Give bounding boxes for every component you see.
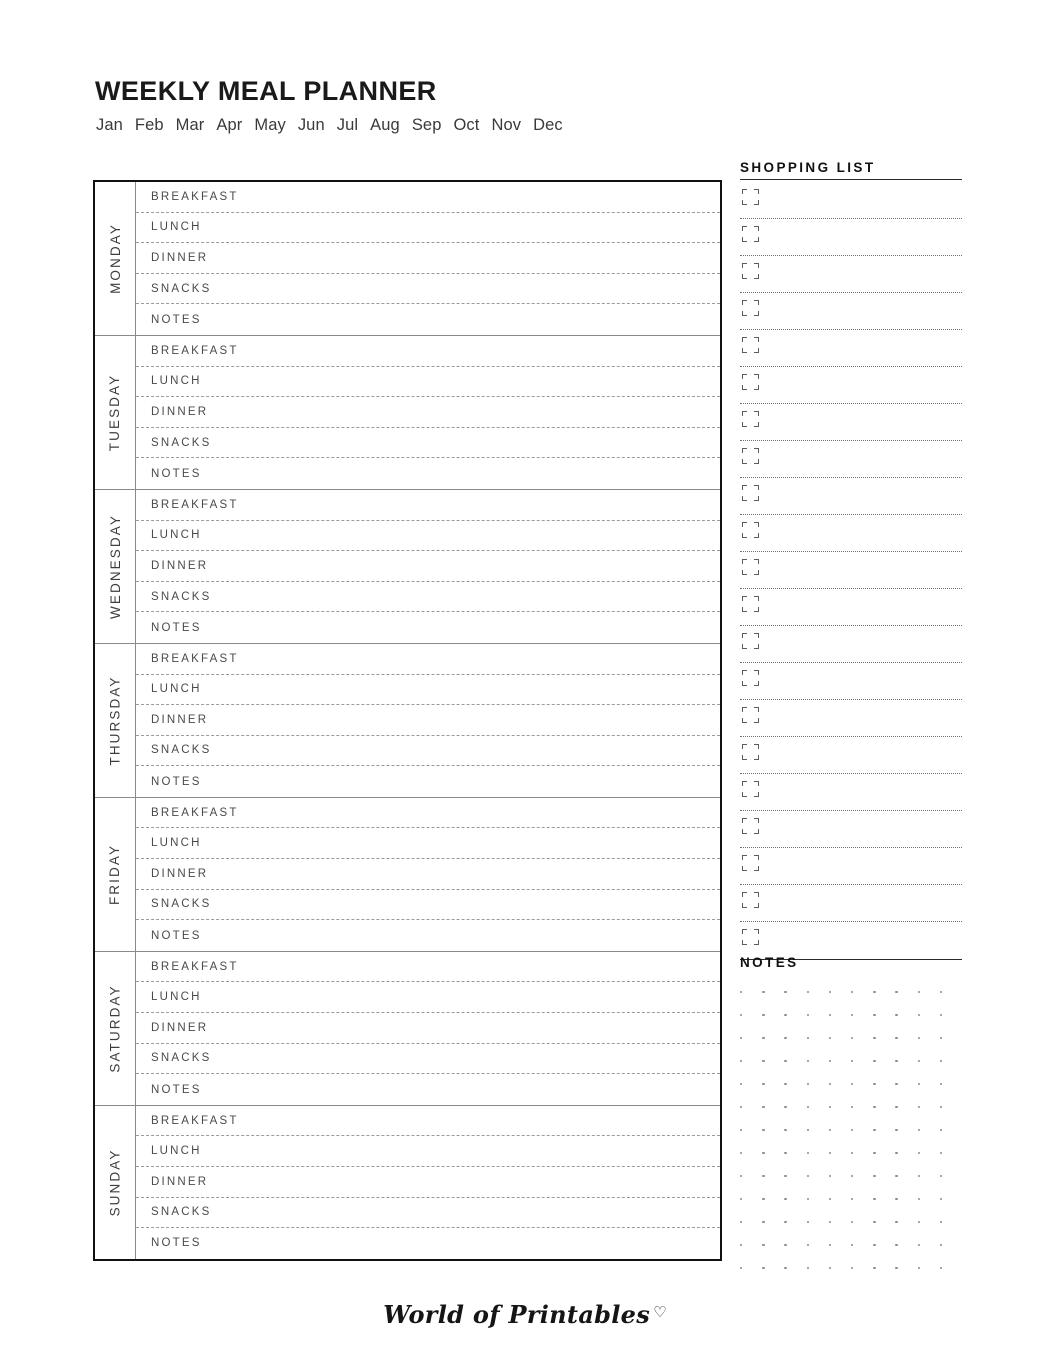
meal-label: LUNCH — [151, 991, 202, 1004]
grid-dot — [940, 1037, 942, 1039]
meal-row-snacks[interactable] — [136, 1198, 720, 1229]
grid-dot — [784, 1037, 786, 1039]
day-label: WEDNESDAY — [107, 513, 123, 619]
grid-dot — [740, 1037, 742, 1039]
grid-dot — [918, 1198, 920, 1200]
grid-dot — [851, 1014, 853, 1016]
meal-row-notes[interactable] — [136, 766, 720, 797]
grid-dot — [873, 1244, 875, 1246]
grid-dot — [940, 1221, 942, 1223]
meal-label: SNACKS — [151, 744, 212, 757]
grid-dot — [784, 991, 786, 993]
grid-dot — [895, 1106, 897, 1108]
checkbox-icon[interactable] — [742, 226, 759, 242]
grid-dot — [762, 991, 764, 993]
grid-dot — [851, 1106, 853, 1108]
grid-dot — [873, 1152, 875, 1154]
grid-dot — [784, 1244, 786, 1246]
grid-dot — [918, 1083, 920, 1085]
meal-label: DINNER — [151, 1021, 209, 1034]
grid-dot — [829, 1267, 831, 1269]
grid-dot — [762, 1175, 764, 1177]
grid-dot — [873, 991, 875, 993]
checkbox-icon[interactable] — [742, 448, 759, 464]
day-block-wednesday — [95, 490, 720, 644]
notes-section — [740, 955, 962, 1281]
grid-dot — [784, 1014, 786, 1016]
shopping-list-rows — [740, 182, 962, 959]
day-label: TUESDAY — [107, 373, 123, 452]
page-title: WEEKLY MEAL PLANNER — [95, 76, 437, 106]
meals-cell — [136, 798, 720, 951]
meal-row-notes[interactable] — [136, 304, 720, 335]
day-label-cell-thursday — [95, 644, 136, 797]
shopping-list-heading: SHOPPING LIST — [740, 160, 876, 175]
grid-dot — [762, 1060, 764, 1062]
grid-dot — [762, 1014, 764, 1016]
grid-dot — [851, 1083, 853, 1085]
meals-cell — [136, 952, 720, 1105]
meal-row-snacks[interactable] — [136, 736, 720, 767]
meal-row-lunch[interactable] — [136, 675, 720, 706]
grid-dot — [784, 1221, 786, 1223]
meal-row-notes[interactable] — [136, 458, 720, 489]
grid-dot — [740, 1083, 742, 1085]
grid-dot — [762, 1267, 764, 1269]
month-item-mar[interactable]: Mar — [175, 116, 205, 134]
meal-label: NOTES — [151, 775, 202, 788]
meal-label: NOTES — [151, 313, 202, 326]
grid-dot — [940, 1106, 942, 1108]
meal-label: LUNCH — [151, 529, 202, 542]
grid-dot — [829, 1060, 831, 1062]
grid-dot — [807, 1060, 809, 1062]
grid-dot — [873, 1221, 875, 1223]
meal-row-lunch[interactable] — [136, 521, 720, 552]
meal-label: LUNCH — [151, 683, 202, 696]
month-item-may[interactable]: May — [254, 116, 286, 134]
grid-dot — [762, 1221, 764, 1223]
grid-dot — [918, 1221, 920, 1223]
grid-dot — [740, 1014, 742, 1016]
day-block-sunday — [95, 1106, 720, 1259]
grid-dot — [762, 1037, 764, 1039]
meals-cell — [136, 1106, 720, 1259]
month-item-dec[interactable]: Dec — [533, 116, 563, 134]
grid-dot — [829, 1106, 831, 1108]
shopping-list-section — [740, 160, 962, 960]
grid-dot — [829, 1083, 831, 1085]
footer-brand-text: World of Printables — [383, 1300, 651, 1329]
grid-dot — [740, 1267, 742, 1269]
grid-dot — [740, 1106, 742, 1108]
shopping-list-item[interactable] — [740, 182, 962, 219]
grid-dot — [895, 1129, 897, 1131]
grid-dot — [940, 1152, 942, 1154]
meal-label: NOTES — [151, 1083, 202, 1096]
day-label-cell-wednesday — [95, 490, 136, 643]
shopping-list-item[interactable] — [740, 737, 962, 774]
meal-label: BREAKFAST — [151, 498, 239, 511]
grid-dot — [807, 1083, 809, 1085]
grid-dot — [784, 1129, 786, 1131]
grid-dot — [740, 1152, 742, 1154]
grid-dot — [829, 1198, 831, 1200]
day-label-cell-sunday — [95, 1106, 136, 1259]
grid-dot — [873, 1198, 875, 1200]
meals-cell — [136, 336, 720, 489]
month-item-apr[interactable]: Apr — [216, 116, 243, 134]
meal-row-snacks[interactable] — [136, 890, 720, 921]
grid-dot — [851, 1267, 853, 1269]
grid-dot — [740, 1221, 742, 1223]
grid-dot — [784, 1106, 786, 1108]
grid-dot — [895, 1244, 897, 1246]
grid-dot — [918, 1152, 920, 1154]
grid-dot — [784, 1083, 786, 1085]
month-item-aug[interactable]: Aug — [370, 116, 400, 134]
shopping-list-item[interactable] — [740, 774, 962, 811]
grid-dot — [807, 1129, 809, 1131]
shopping-list-item[interactable] — [740, 885, 962, 922]
meal-label: LUNCH — [151, 221, 202, 234]
day-label-cell-tuesday — [95, 336, 136, 489]
meal-row-breakfast[interactable] — [136, 1106, 720, 1137]
meal-label: DINNER — [151, 867, 209, 880]
month-item-jan[interactable]: Jan — [96, 116, 123, 134]
grid-dot — [851, 1152, 853, 1154]
checkbox-icon[interactable] — [742, 818, 759, 834]
meal-row-snacks[interactable] — [136, 582, 720, 613]
meal-label: BREAKFAST — [151, 190, 239, 203]
month-item-jun[interactable]: Jun — [297, 116, 325, 134]
meal-label: BREAKFAST — [151, 344, 239, 357]
month-item-feb[interactable]: Feb — [134, 116, 164, 134]
grid-dot — [829, 1014, 831, 1016]
meal-label: NOTES — [151, 467, 202, 480]
meal-row-dinner[interactable] — [136, 1013, 720, 1044]
grid-dot — [807, 1221, 809, 1223]
shopping-list-item[interactable] — [740, 848, 962, 885]
grid-dot — [851, 991, 853, 993]
grid-dot — [918, 991, 920, 993]
meal-row-lunch[interactable] — [136, 982, 720, 1013]
checkbox-icon[interactable] — [742, 559, 759, 575]
meal-row-dinner[interactable] — [136, 397, 720, 428]
grid-dot — [895, 1152, 897, 1154]
grid-dot — [873, 1060, 875, 1062]
grid-dot — [940, 1060, 942, 1062]
shopping-list-heading-rule — [740, 179, 962, 180]
month-item-sep[interactable]: Sep — [411, 116, 442, 134]
checkbox-icon[interactable] — [742, 522, 759, 538]
grid-dot — [940, 1175, 942, 1177]
grid-dot — [895, 1221, 897, 1223]
meal-label: LUNCH — [151, 375, 202, 388]
day-block-thursday — [95, 644, 720, 798]
grid-dot — [851, 1221, 853, 1223]
day-label: SUNDAY — [107, 1148, 123, 1217]
grid-dot — [807, 1037, 809, 1039]
day-block-tuesday — [95, 336, 720, 490]
meal-row-notes[interactable] — [136, 1228, 720, 1259]
checkbox-icon[interactable] — [742, 189, 759, 205]
grid-dot — [940, 1198, 942, 1200]
grid-dot — [851, 1244, 853, 1246]
day-label-cell-saturday — [95, 952, 136, 1105]
meal-label: BREAKFAST — [151, 652, 239, 665]
shopping-list-item[interactable] — [740, 256, 962, 293]
checkbox-icon[interactable] — [742, 929, 759, 945]
grid-dot — [807, 1014, 809, 1016]
meal-row-lunch[interactable] — [136, 1136, 720, 1167]
meal-row-breakfast[interactable] — [136, 182, 720, 213]
notes-heading: NOTES — [740, 955, 799, 970]
checkbox-icon[interactable] — [742, 892, 759, 908]
checkbox-icon[interactable] — [742, 263, 759, 279]
grid-dot — [895, 1037, 897, 1039]
meal-label: SNACKS — [151, 436, 212, 449]
grid-dot — [807, 1198, 809, 1200]
grid-dot — [918, 1267, 920, 1269]
notes-dot-grid[interactable] — [740, 982, 962, 1281]
shopping-list-item[interactable] — [740, 219, 962, 256]
grid-dot — [940, 1129, 942, 1131]
checkbox-icon[interactable] — [742, 411, 759, 427]
grid-dot — [940, 991, 942, 993]
meal-label: DINNER — [151, 1175, 209, 1188]
meal-label: BREAKFAST — [151, 806, 239, 819]
grid-dot — [740, 991, 742, 993]
meal-row-notes[interactable] — [136, 612, 720, 643]
grid-dot — [851, 1129, 853, 1131]
checkbox-icon[interactable] — [742, 596, 759, 612]
grid-dot — [918, 1106, 920, 1108]
grid-dot — [873, 1014, 875, 1016]
meal-label: SNACKS — [151, 590, 212, 603]
grid-dot — [829, 1244, 831, 1246]
meal-row-breakfast[interactable] — [136, 952, 720, 983]
checkbox-icon[interactable] — [742, 633, 759, 649]
grid-dot — [895, 1175, 897, 1177]
grid-dot — [762, 1152, 764, 1154]
grid-dot — [784, 1152, 786, 1154]
meal-row-breakfast[interactable] — [136, 644, 720, 675]
grid-dot — [807, 1175, 809, 1177]
meals-cell — [136, 182, 720, 335]
grid-dot — [940, 1014, 942, 1016]
grid-dot — [784, 1175, 786, 1177]
shopping-list-item[interactable] — [740, 663, 962, 700]
shopping-list-item[interactable] — [740, 441, 962, 478]
grid-dot — [873, 1267, 875, 1269]
meal-label: SNACKS — [151, 1206, 212, 1219]
checkbox-icon[interactable] — [742, 707, 759, 723]
meal-label: DINNER — [151, 713, 209, 726]
meal-label: SNACKS — [151, 898, 212, 911]
meal-row-lunch[interactable] — [136, 367, 720, 398]
meal-label: LUNCH — [151, 837, 202, 850]
weekly-planner-table — [93, 180, 722, 1261]
grid-dot — [807, 1152, 809, 1154]
shopping-list-item[interactable] — [740, 922, 962, 959]
grid-dot — [895, 991, 897, 993]
grid-dot — [740, 1129, 742, 1131]
shopping-list-item[interactable] — [740, 811, 962, 848]
checkbox-icon[interactable] — [742, 337, 759, 353]
shopping-list-item[interactable] — [740, 589, 962, 626]
meal-label: DINNER — [151, 251, 209, 264]
grid-dot — [762, 1129, 764, 1131]
shopping-list-item[interactable] — [740, 330, 962, 367]
meal-row-notes[interactable] — [136, 920, 720, 951]
heart-icon: ♡ — [653, 1303, 667, 1321]
grid-dot — [940, 1244, 942, 1246]
grid-dot — [762, 1244, 764, 1246]
meal-row-dinner[interactable] — [136, 243, 720, 274]
day-block-saturday — [95, 952, 720, 1106]
meal-row-dinner[interactable] — [136, 551, 720, 582]
meal-row-snacks[interactable] — [136, 1044, 720, 1075]
grid-dot — [851, 1175, 853, 1177]
grid-dot — [918, 1037, 920, 1039]
shopping-list-item[interactable] — [740, 626, 962, 663]
meal-label: SNACKS — [151, 1052, 212, 1065]
grid-dot — [740, 1244, 742, 1246]
checkbox-icon[interactable] — [742, 670, 759, 686]
meal-row-dinner[interactable] — [136, 705, 720, 736]
meal-row-breakfast[interactable] — [136, 490, 720, 521]
meal-row-dinner[interactable] — [136, 1167, 720, 1198]
day-label-cell-friday — [95, 798, 136, 951]
grid-dot — [807, 1244, 809, 1246]
meals-cell — [136, 490, 720, 643]
grid-dot — [918, 1175, 920, 1177]
meal-row-breakfast[interactable] — [136, 798, 720, 829]
grid-dot — [784, 1198, 786, 1200]
meal-row-lunch[interactable] — [136, 213, 720, 244]
shopping-list-item[interactable] — [740, 552, 962, 589]
grid-dot — [740, 1060, 742, 1062]
checkbox-icon[interactable] — [742, 781, 759, 797]
grid-dot — [873, 1175, 875, 1177]
month-item-jul[interactable]: Jul — [336, 116, 359, 134]
checkbox-icon[interactable] — [742, 300, 759, 316]
grid-dot — [829, 991, 831, 993]
month-selector — [96, 116, 563, 135]
grid-dot — [784, 1060, 786, 1062]
grid-dot — [918, 1244, 920, 1246]
grid-dot — [895, 1083, 897, 1085]
checkbox-icon[interactable] — [742, 744, 759, 760]
grid-dot — [851, 1037, 853, 1039]
meal-row-snacks[interactable] — [136, 428, 720, 459]
shopping-list-item[interactable] — [740, 478, 962, 515]
grid-dot — [784, 1267, 786, 1269]
meal-row-snacks[interactable] — [136, 274, 720, 305]
grid-dot — [829, 1221, 831, 1223]
month-item-nov[interactable]: Nov — [491, 116, 522, 134]
checkbox-icon[interactable] — [742, 374, 759, 390]
day-block-friday — [95, 798, 720, 952]
grid-dot — [895, 1267, 897, 1269]
grid-dot — [829, 1129, 831, 1131]
grid-dot — [762, 1198, 764, 1200]
shopping-list-item[interactable] — [740, 404, 962, 441]
meal-row-notes[interactable] — [136, 1074, 720, 1105]
meal-row-lunch[interactable] — [136, 828, 720, 859]
grid-dot — [873, 1037, 875, 1039]
grid-dot — [829, 1175, 831, 1177]
grid-dot — [740, 1198, 742, 1200]
checkbox-icon[interactable] — [742, 485, 759, 501]
day-block-monday — [95, 182, 720, 336]
grid-dot — [807, 1106, 809, 1108]
grid-dot — [918, 1014, 920, 1016]
grid-dot — [895, 1014, 897, 1016]
grid-dot — [762, 1106, 764, 1108]
grid-dot — [807, 991, 809, 993]
shopping-list-item[interactable] — [740, 515, 962, 552]
meal-label: SNACKS — [151, 282, 212, 295]
day-label: SATURDAY — [107, 984, 123, 1073]
shopping-list-item[interactable] — [740, 293, 962, 330]
meal-label: DINNER — [151, 405, 209, 418]
meal-label: DINNER — [151, 559, 209, 572]
day-label: MONDAY — [107, 223, 123, 294]
checkbox-icon[interactable] — [742, 855, 759, 871]
grid-dot — [873, 1129, 875, 1131]
grid-dot — [895, 1198, 897, 1200]
meal-label: NOTES — [151, 929, 202, 942]
grid-dot — [918, 1060, 920, 1062]
day-label: FRIDAY — [107, 843, 123, 905]
meal-label: LUNCH — [151, 1145, 202, 1158]
meal-label: NOTES — [151, 621, 202, 634]
grid-dot — [829, 1037, 831, 1039]
day-label: THURSDAY — [107, 675, 123, 766]
footer-brand — [0, 1300, 1050, 1329]
grid-dot — [918, 1129, 920, 1131]
meal-row-dinner[interactable] — [136, 859, 720, 890]
grid-dot — [895, 1060, 897, 1062]
grid-dot — [762, 1083, 764, 1085]
grid-dot — [873, 1083, 875, 1085]
meal-label: BREAKFAST — [151, 960, 239, 973]
grid-dot — [851, 1060, 853, 1062]
meal-row-breakfast[interactable] — [136, 336, 720, 367]
grid-dot — [940, 1083, 942, 1085]
month-item-oct[interactable]: Oct — [453, 116, 480, 134]
grid-dot — [873, 1106, 875, 1108]
shopping-list-item[interactable] — [740, 367, 962, 404]
grid-dot — [807, 1267, 809, 1269]
grid-dot — [829, 1152, 831, 1154]
shopping-list-item[interactable] — [740, 700, 962, 737]
day-label-cell-monday — [95, 182, 136, 335]
grid-dot — [740, 1175, 742, 1177]
meal-label: NOTES — [151, 1237, 202, 1250]
grid-dot — [851, 1198, 853, 1200]
meal-label: BREAKFAST — [151, 1114, 239, 1127]
meals-cell — [136, 644, 720, 797]
grid-dot — [940, 1267, 942, 1269]
